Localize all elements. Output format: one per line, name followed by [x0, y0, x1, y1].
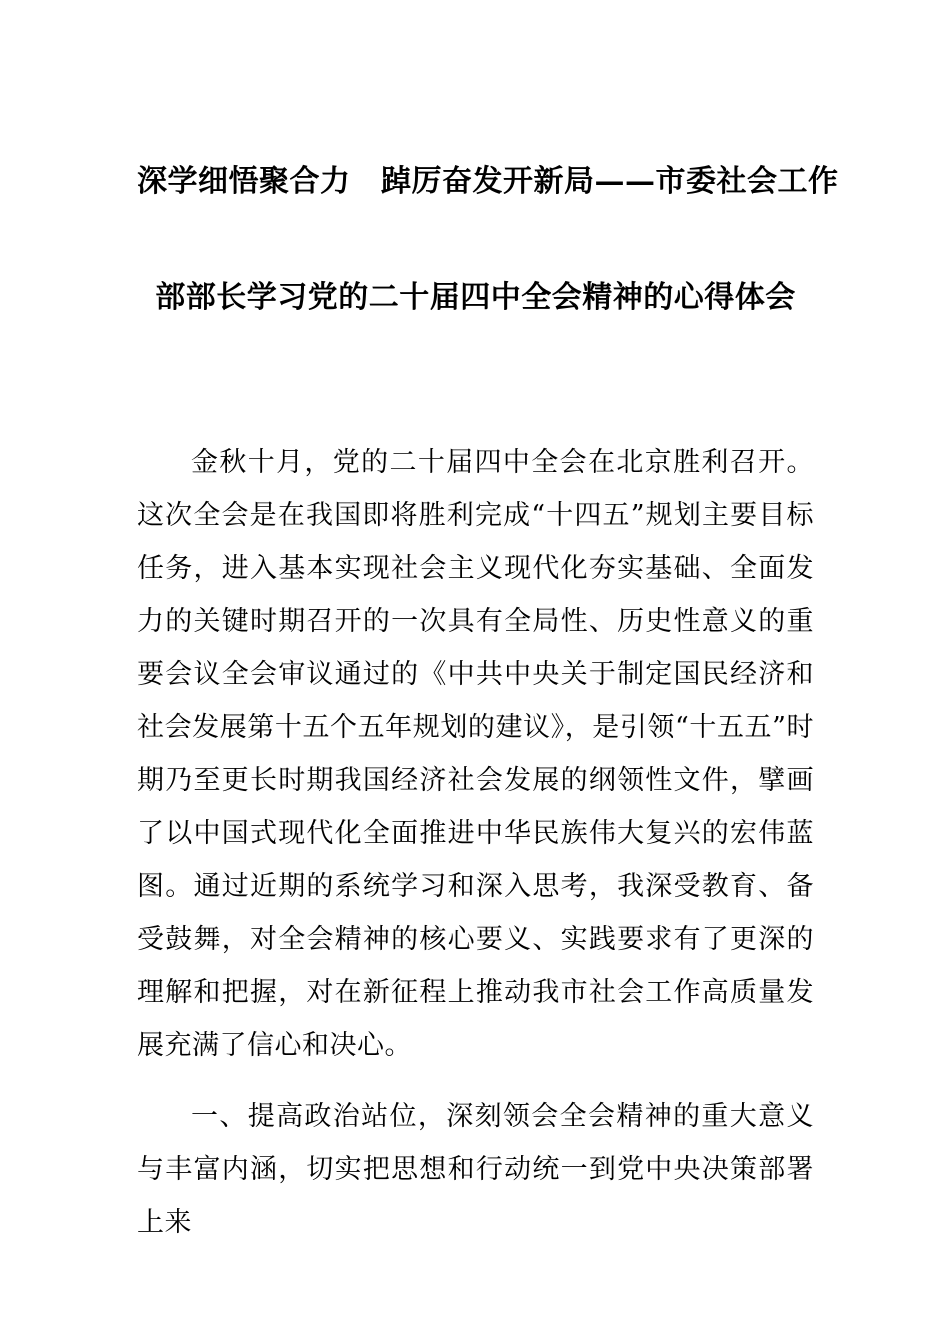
section-heading-1: 一、提高政治站位，深刻领会全会精神的重大意义与丰富内涵，切实把思想和行动统一到党中央决策部署上来 — [137, 1101, 814, 1238]
document-title — [137, 124, 839, 356]
title-line-2: 部部长学习党的二十届四中全会精神的心得体会 — [155, 280, 796, 315]
title-line-1: 深学细悟聚合力 踔厉奋发开新局——市委社会工作 — [137, 164, 839, 199]
body-paragraph-1: 金秋十月，党的二十届四中全会在北京胜利召开。这次全会是在我国即将胜利完成“十四五”规划主要目标任务，进入基本实现社会主义现代化夯实基础、全面发力的关键时期召开的一次具有全局性、历史性意义的重要会议全会审议通过的《中共中央关于制定国民经济和社会发展第十五个五年规划的建议》，是引领“十五五”时期乃至更长时期我国经济社会发展的纲领性文件，擘画了以中国式现代化全面推进中华民族伟大复兴的宏伟蓝图。通过近期的系统学习和深入思考，我深受教育、备受鼓舞，对全会精神的核心要义、实践要求有了更深的理解和把握，对在新征程上推动我市社会工作高质量发展充满了信心和决心。 — [137, 447, 814, 1061]
